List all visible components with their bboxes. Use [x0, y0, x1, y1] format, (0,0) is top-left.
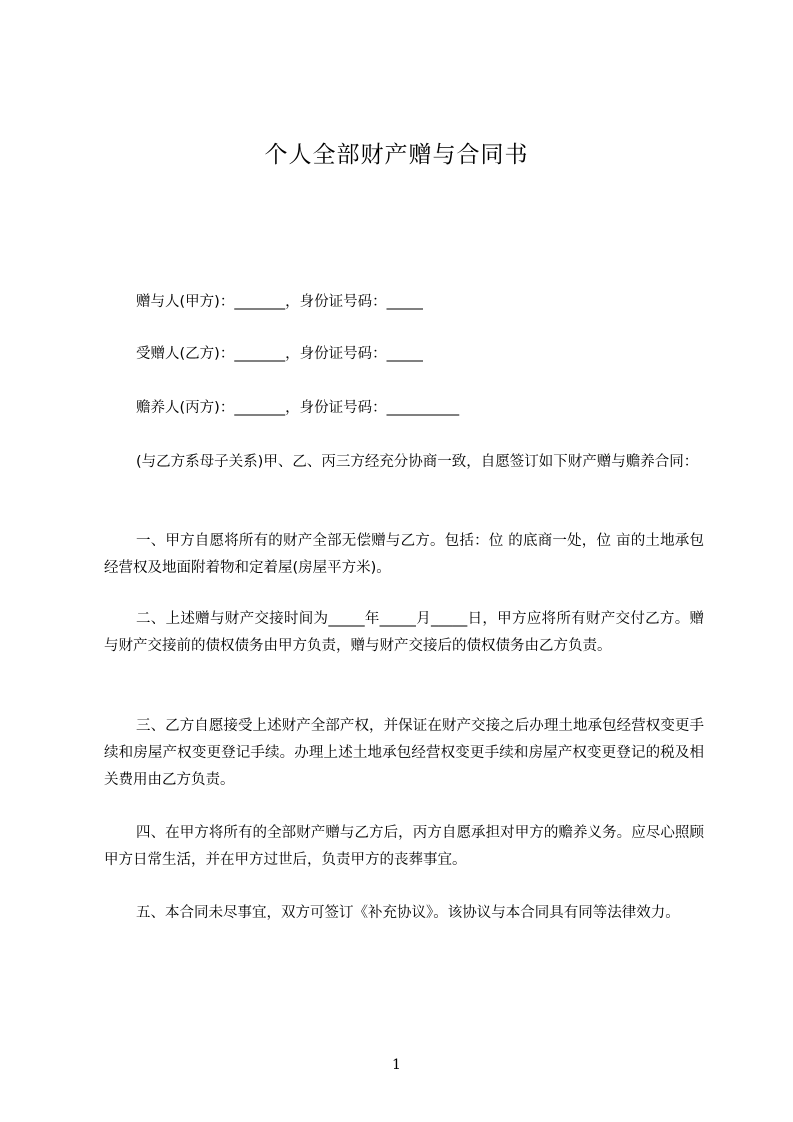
paragraph-clause-5: 五、本合同未尽事宜，双方可签订《补充协议》。该协议与本合同具有同等法律效力。: [136, 905, 680, 921]
paragraph-clause-3: 三、乙方自愿接受上述财产全部产权，并保证在财产交接之后办理土地承包经营权变更手续和房屋产权变更登记手续。办理上述土地承包经营权变更手续和房屋产权变更登记的税及相关费用由乙方负责。: [104, 718, 704, 788]
party-supporter-line: 赡养人(丙方)：_______，身份证号码：__________: [136, 400, 460, 416]
paragraph-clause-2: 二、上述赠与财产交接时间为_____年_____月_____日，甲方应将所有财产交付乙方。赠与财产交接前的债权债务由甲方负责，赠与财产交接后的债权债务由乙方负责。: [104, 611, 704, 654]
paragraph-intro: (与乙方系母子关系)甲、乙、丙三方经充分协商一致，自愿签订如下财产赠与赡养合同：: [136, 454, 699, 470]
party-donee-line: 受赠人(乙方)：_______，身份证号码：_____: [136, 346, 423, 362]
party-donor-line: 赠与人(甲方)：_______，身份证号码：_____: [136, 294, 423, 310]
paragraph-clause-1: 一、甲方自愿将所有的财产全部无偿赠与乙方。包括：位 的底商一处，位 亩的土地承包经营权及地面附着物和定着屋(房屋平方米)。: [104, 533, 704, 576]
page-number: 1: [392, 1057, 401, 1073]
paragraph-clause-4: 四、在甲方将所有的全部财产赠与乙方后，丙方自愿承担对甲方的赡养义务。应尽心照顾甲方日常生活，并在甲方过世后，负责甲方的丧葬事宜。: [104, 825, 704, 868]
document-title: 个人全部财产赠与合同书: [264, 142, 529, 168]
